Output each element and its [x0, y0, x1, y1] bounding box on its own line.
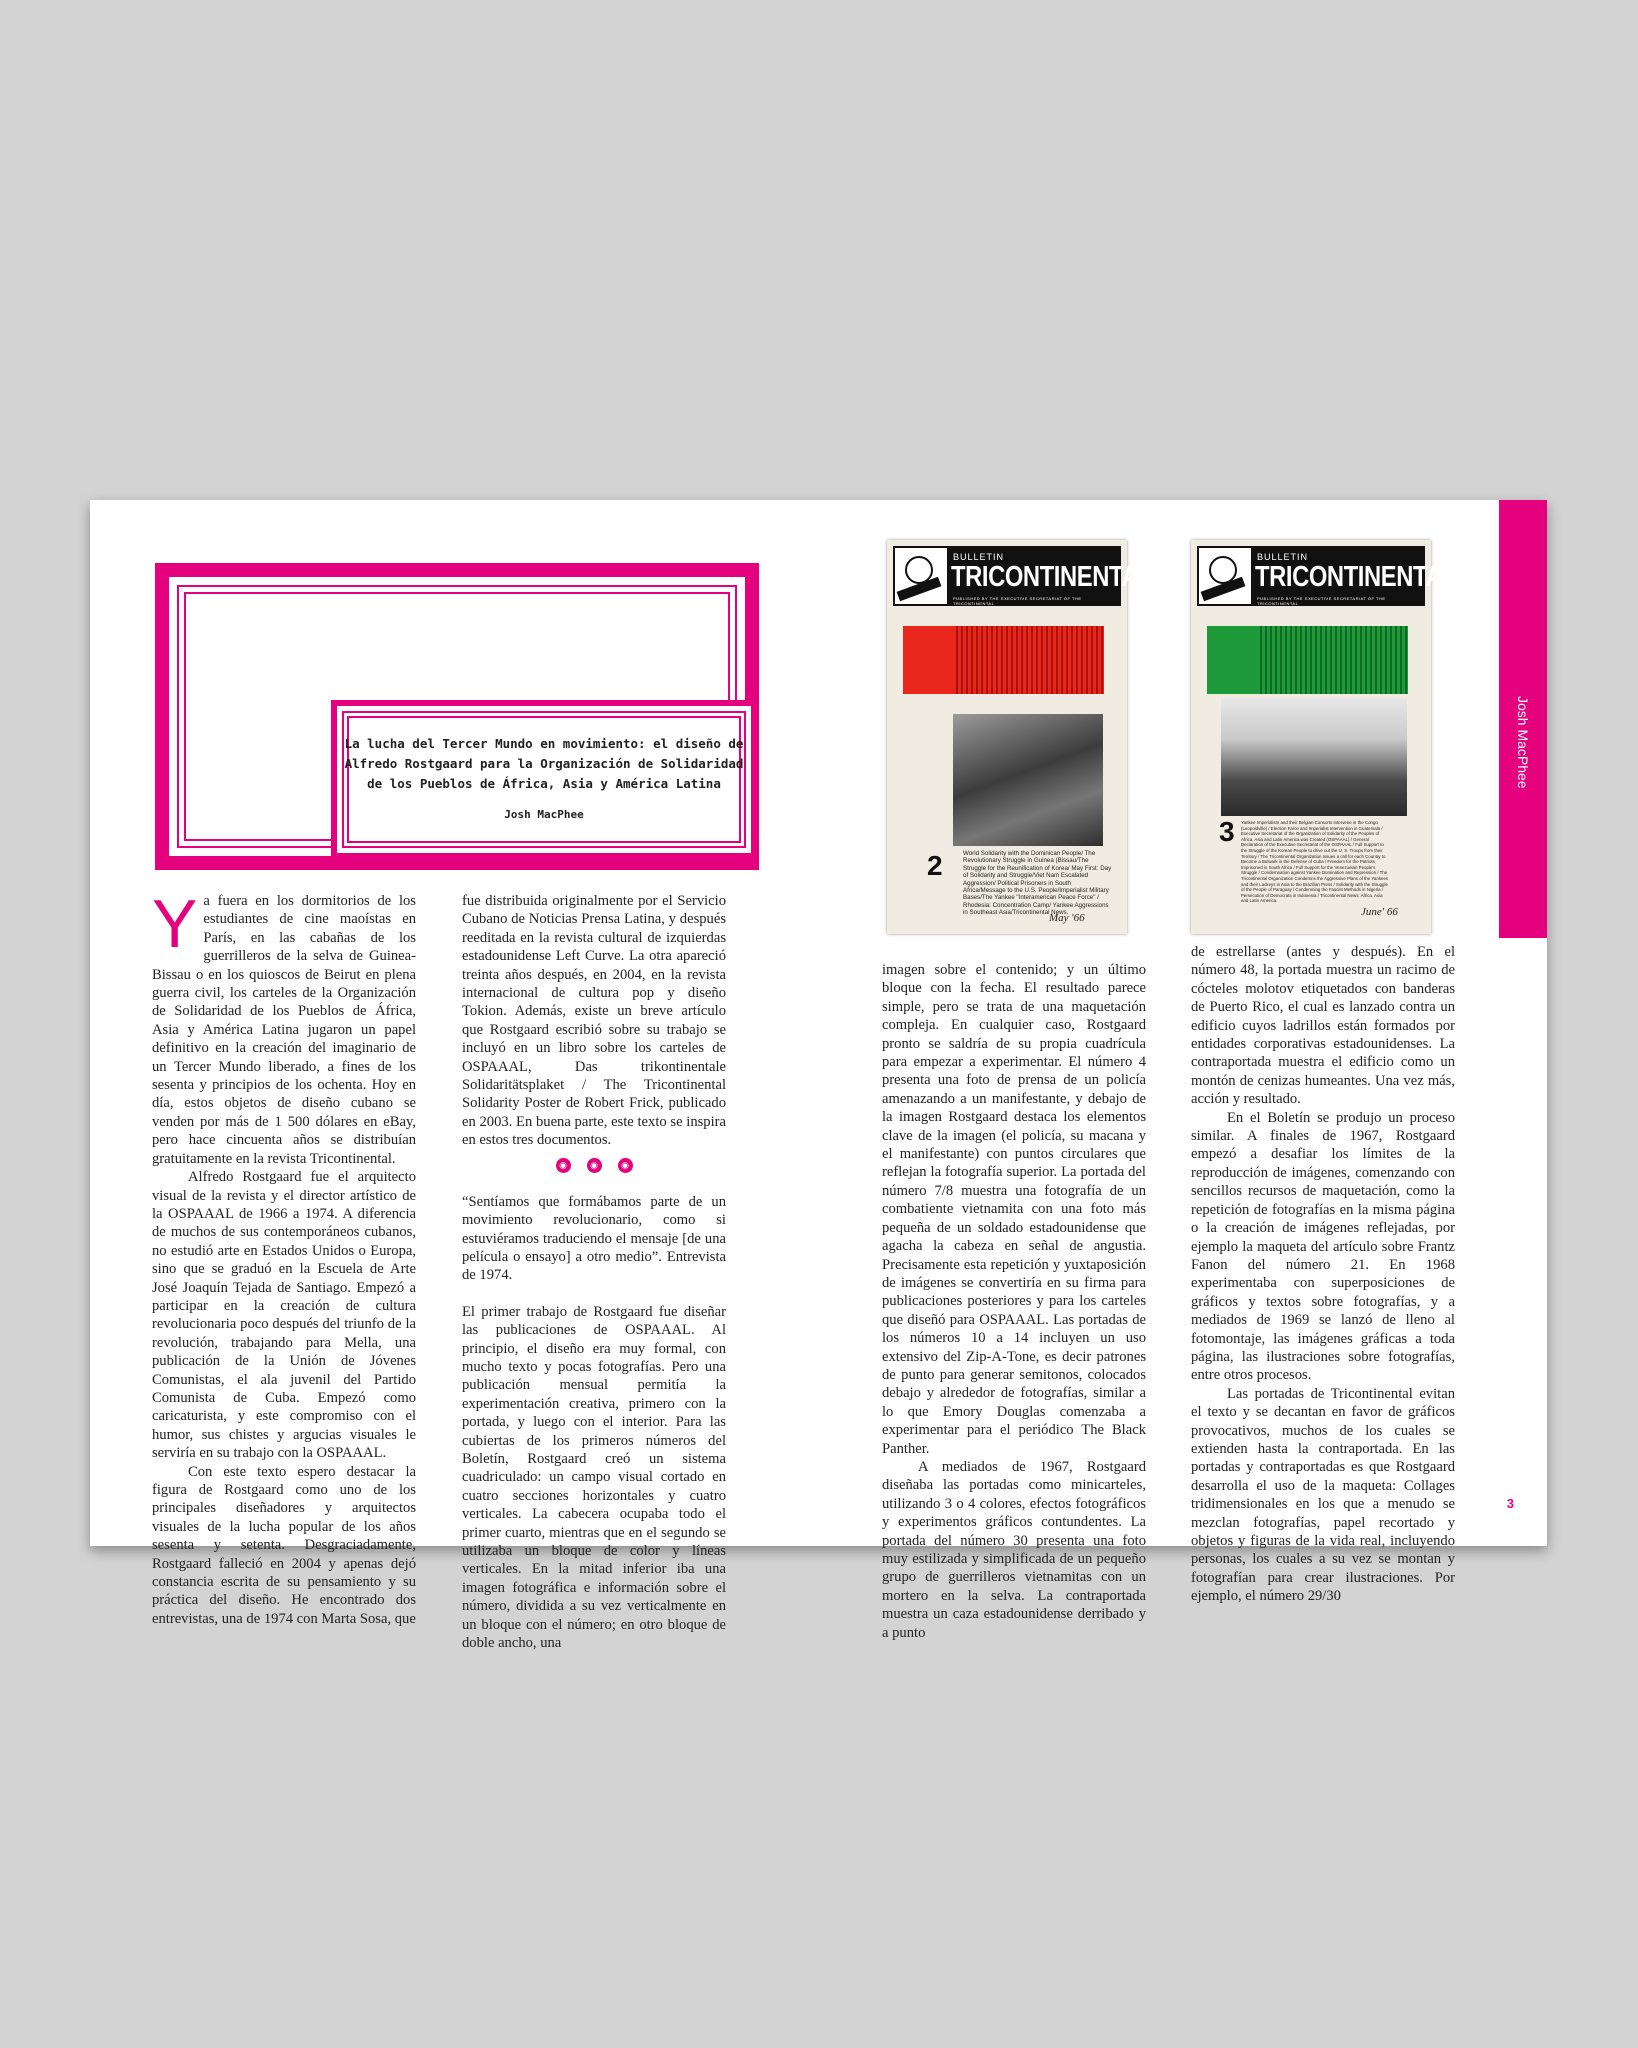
- title-line: de los Pueblos de África, Asia y América Latina: [367, 776, 721, 791]
- magazine-spread: [90, 500, 1547, 1652]
- bulletin-cover-2: [887, 540, 1153, 934]
- text-column-3: [882, 961, 1146, 1642]
- cover-number: 2: [927, 850, 943, 881]
- bulletin-cover-3: [1191, 540, 1457, 934]
- ornament-icon: ◉: [556, 1158, 571, 1173]
- paragraph: En el Boletín se produjo un proceso similar. A finales de 1967, Rostgaard empezó a desafiar los límites de la reproducción de imágenes, comenzando con sencillos recursos de maquetación, como la repetición de fotografías en la misma página o la creación de imágenes reflejadas, por ejemplo la maqueta del artículo sobre Frantz Fanon del número 21. En 1968 experimentaba con superposiciones de gráficos y textos sobre fotografías, y a mediados de 1969 se lanzó de lleno al fotomontaje, las imágenes gráficas a toda página, las ilustraciones sobre fotografías, entre otros procesos.: [1191, 1109, 1455, 1384]
- cover-bulletin-label: BULLETIN: [1257, 552, 1309, 562]
- cover-masthead: [947, 546, 1153, 606]
- cover-subtitle: PUBLISHED BY THE EXECUTIVE SECRETARIAT OF THE TRICONTINENTAL: [953, 596, 1082, 606]
- cover-date: June' 66: [1361, 906, 1398, 918]
- paragraph: A mediados de 1967, Rostgaard diseñaba las portadas como minicarteles, utilizando 3 o 4 colores, efectos fotográficos y experimentos gráficos contundentes. La portada del número 30 presenta una foto muy estilizada y simplificada de un pequeño grupo de guerrilleros vietnamitas con un mortero en la selva. La contraportada muestra un caza estadounidense derribado y a punto: [882, 1458, 1146, 1641]
- cover-date: May '66: [1049, 912, 1085, 924]
- cover-masthead: [1251, 546, 1457, 606]
- title-inner-frame: [331, 700, 757, 859]
- side-tab-label: Josh MacPhee: [1515, 696, 1531, 789]
- cover-photo: [953, 714, 1103, 846]
- paragraph: Alfredo Rostgaard fue el arquitecto visual de la revista y el director artístico de la OSPAAAL de 1966 a 1974. A diferencia de muchos de sus contemporáneos cubanos, no estudió arte en Estados Unidos o Europa, sino que se graduó en la Escuela de Arte José Joaquín Tejada de Santiago. Empezó a participar en la creación de cultura revolucionaria poco después del triunfo de la revolución, trabajando para Mella, una publicación de la Unión de Jóvenes Comunistas, el ala juvenil del Partido Comunista de Cuba. Empezó como caricaturista, y este compromiso con el humor, sus chistes y argucias visuales le serviría en su trabajo con la OSPAAAL.: [152, 1169, 416, 1462]
- drop-cap: Y: [152, 886, 198, 962]
- article-title: [331, 734, 757, 794]
- cover-title: TRICONTINENTAL: [951, 561, 1153, 593]
- cover-contents: Yankee Imperialism and their Belgian Consorts Intervene in the Congo (Leopoldville) / Election Farce and Imperialist Intervention in Guatemala / Executive Secretariat of the Organization of Solidarity of the Peoples of Africa, Asia and Latin America was Created (OSPAAAL) / General Declaration of the Executive Secretariat of the OSPAAAL / Full Support to the Struggle of the Korean People to drive out the U. S. Troops from their Territory / The Tricontinental Organization Issues a call for each Country to Become a Bulwark in the Defense of Cuba / Freedom for the Patriots Imprisoned in South Africa / Full Support for the Venezuelan People's Struggle / Condemnation against Yankee Domination and Repression / The Tricontinental Organization Condemns the Aggressive Plans of the Yankees and their Lackeys in Asia to the Brazilian Press / Solidarity with the Struggle of the People of Paraguay / Condemning the Fascist Methods in Nigeria / Persecution of Democrats in Indonesia / Tricontinental News: Africa, Asia and Latin America.: [1241, 820, 1389, 904]
- text-column-4: [1191, 943, 1455, 1606]
- text-column-2: [462, 892, 726, 1652]
- paragraph: Las portadas de Tricontinental evitan el texto y se decantan en favor de gráficos provocativos, muchos de los cuales se extienden hasta la contraportada. En las portadas y contraportadas es que Rostgaard desarrolla el uso de la maqueta: Collages tridimensionales en los que a menudo se mezclan fotografías, papel recortado y objetos y figuras de la vida real, incluyendo personas, los cuales a su vez se montan y fotografían para crear ilustraciones. Por ejemplo, el número 29/30: [1191, 1385, 1455, 1605]
- page-number: 3: [1506, 1496, 1514, 1511]
- cover-contents: World Solidarity with the Dominican People/ The Revolutionary Struggle in Guinea (Bissau/The Struggle for the Reunification of Korea/ May First: Day of Solidarity and Struggle/Viet Nam Escalated Aggression/ Political Prisoners in South Africa/Message to the U.S. People/Imperialist Military Bases/The Yankee "Interamerican Peace Force" / Rhodesia: Concentration Camp/ Yankee Aggressions in Southeast Asia/Tricontinental News.: [963, 850, 1112, 917]
- pull-quote: “Sentíamos que formábamos parte de un movimiento revolucionario, como si estuviéramos traduciendo el mensaje [de una película o ensayo] a otro medio”. Entrevista de 1974.: [462, 1193, 726, 1284]
- title-frame: [155, 563, 759, 870]
- ornament-icon: ◉: [618, 1158, 633, 1173]
- section-ornaments: [462, 1158, 726, 1173]
- globe-logo-icon: [1197, 546, 1253, 606]
- text-column-1: [152, 886, 416, 1628]
- author-side-tab: [1499, 500, 1547, 938]
- cover-title: TRICONTINENTAL: [1255, 561, 1457, 593]
- title-line: Alfredo Rostgaard para la Organización de Solidaridad: [344, 756, 744, 771]
- cover-subtitle: PUBLISHED BY THE EXECUTIVE SECRETARIAT OF THE TRICONTINENTAL: [1257, 596, 1386, 606]
- color-block: [1207, 626, 1408, 694]
- title-line: La lucha del Tercer Mundo en movimiento: el diseño de: [344, 736, 744, 751]
- color-block: [903, 626, 1104, 694]
- paragraph: de estrellarse (antes y después). En el número 48, la portada muestra un racimo de cócteles molotov etiquetados con banderas de Puerto Rico, el cual es lanzado contra un edificio cuyos ladrillos están formados por entidades corporativas estadounidenses. La contraportada muestra el edificio como un montón de cenizas humeantes. Una vez más, acción y resultado.: [1191, 944, 1455, 1108]
- cover-number: 3: [1219, 816, 1235, 847]
- title-author: Josh MacPhee: [504, 808, 584, 821]
- cover-bulletin-label: BULLETIN: [953, 552, 1005, 562]
- paragraph: fue distribuida originalmente por el Servicio Cubano de Noticias Prensa Latina, y después reeditada en la revista cultural de izquierdas estadounidense Left Curve. La otra apareció treinta años después, en 2004, en la revista internacional de cultura pop y diseño Tokion. Además, existe un breve artículo que Rostgaard escribió sobre su trabajo se incluyó en un libro sobre los carteles de OSPAAAL, Das trikontinentale Solidaritätsplaket / The Tricontinental Solidarity Poster de Robert Frick, publicado en 2003. En buena parte, este texto se inspira en estos tres documentos.: [462, 893, 726, 1149]
- paragraph: imagen sobre el contenido; y un último bloque con la fecha. El resultado parece simple, pero se trata de una maquetación compleja. En cualquier caso, Rostgaard pronto se saldría de su propia cuadrícula para empezar a experimentar. El número 4 presenta una foto de prensa de un policía amenazando a un manifestante, y debajo de la imagen Rostgaard destaca los elementos clave de la imagen (el policía, su macana y el manifestante) con puntos circulares que reflejan la fotografía superior. La portada del número 7/8 muestra una fotografía de un combatiente vietnamita con una foto más pequeña de un soldado estadounidense que agacha la cabeza en señal de angustia. Precisamente esta repetición y yuxtaposición de imágenes se convertiría en su firma para publicaciones posteriores y para los carteles que diseñó para OSPAAAL. Las portadas de los números 10 a 14 incluyen un uso extensivo del Zip-A-Tone, es decir patrones de punto para generar semitonos, colocados debajo y alrededor de fotografías, similar a lo que Emory Douglas comenzaba a experimentar para el periódico The Black Panther.: [882, 962, 1146, 1457]
- paragraph: a fuera en los dormitorios de los estudiantes de cine maoístas en París, en las cabañas de los guerrilleros de la selva de Guinea-Bissau o en los quioscos de Beirut en plena guerra civil, los carteles de la Organización de Solidaridad de los Pueblos de África, Asia y América Latina jugaron un papel definitivo en la creación del imaginario de un Tercer Mundo liberado, a fines de los sesenta y principios de los ochenta. Hoy en día, estos objetos de diseño cubano se venden por más de 1 500 dólares en eBay, pero hace cincuenta años se distribuían gratuitamente en la revista Tricontinental.: [152, 893, 416, 1167]
- paragraph: El primer trabajo de Rostgaard fue diseñar las publicaciones de OSPAAAL. Al principio, el diseño era muy formal, con mucho texto y pocas fotografías. Pero una publicación mensual permitía la experimentación creativa, primero con la portada, y luego con el interior. Para las cubiertas de los primeros números del Boletín, Rostgaard creó un sistema cuadriculado: un campo visual cortado en cuatro secciones horizontales y cuatro verticales. La cabecera ocupaba todo el primer cuarto, mientras que en el segundo se utilizaba un bloque de color y líneas verticales. En la mitad inferior iba una imagen fotográfica e información sobre el número, dividida a su vez verticalmente en un bloque con el número; en otro bloque de doble ancho, una: [462, 1303, 726, 1652]
- ornament-icon: ◉: [587, 1158, 602, 1173]
- cover-photo: [1221, 698, 1407, 816]
- globe-logo-icon: [893, 546, 949, 606]
- paragraph: Con este texto espero destacar la figura de Rostgaard como uno de los principales diseñadores y arquitectos visuales de la lucha popular de los años sesenta y setenta. Desgraciadamente, Rostgaard falleció en 2004 y apenas dejó constancia escrita de su pensamiento y su práctica del diseño. He encontrado dos entrevistas, una de 1974 con Marta Sosa, que: [152, 1463, 416, 1627]
